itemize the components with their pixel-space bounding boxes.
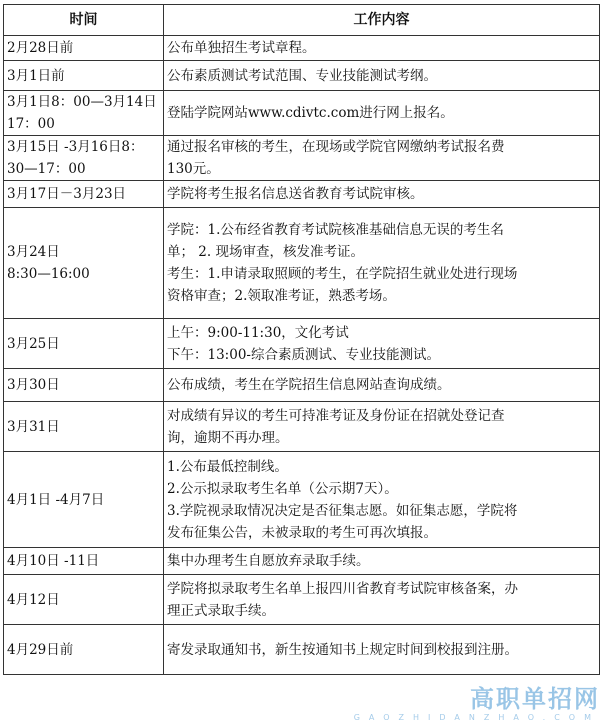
content-line: 资格审查；2.领取准考证，熟悉考场。 xyxy=(167,288,396,304)
content-line: 理正式录取手续。 xyxy=(167,602,275,619)
table-row xyxy=(4,91,600,136)
row-content xyxy=(164,575,600,625)
row-time: 3月17日－3月23日 xyxy=(4,181,164,208)
admission-schedule-table xyxy=(3,4,600,675)
table-row xyxy=(4,369,600,402)
watermark-title: 高职单招网 xyxy=(470,685,600,713)
table-row xyxy=(4,136,600,181)
row-time: 3月31日 xyxy=(4,402,164,452)
table-row xyxy=(4,402,600,452)
row-time: 4月12日 xyxy=(4,575,164,625)
content-line: 询，逾期不再办理。 xyxy=(167,429,289,446)
table-row xyxy=(4,452,600,548)
content-line: 考生：1.申请录取照顾的考生，在学院招生就业处进行现场 xyxy=(167,266,518,282)
content-line: 上午：9:00-11:30，文化考试 xyxy=(167,324,349,341)
row-time: 3月15日 -3月16日8： 30—17：00 xyxy=(4,136,164,181)
content-line: 集中办理考生自愿放弃录取手续。 xyxy=(167,553,370,569)
header-content: 工作内容 xyxy=(164,5,600,36)
content-line: 学院：1.公布经省教育考试院核准基础信息无误的考生名 xyxy=(167,222,504,238)
content-line: 对成绩有异议的考生可持准考证及身份证在招就处登记查 xyxy=(167,407,505,424)
header-time: 时间 xyxy=(4,5,164,36)
row-content xyxy=(164,61,600,91)
content-line: 130元。 xyxy=(167,161,220,177)
row-time: 3月30日 xyxy=(4,369,164,402)
content-line: 登陆学院网站www.cdivtc.com进行网上报名。 xyxy=(167,105,454,121)
row-content xyxy=(164,548,600,575)
row-time: 4月10日 -11日 xyxy=(4,548,164,575)
table-row xyxy=(4,548,600,575)
row-time: 3月25日 xyxy=(4,319,164,369)
table-row xyxy=(4,208,600,319)
content-line: 公布素质测试考试范围、专业技能测试考纲。 xyxy=(167,67,437,84)
row-time: 3月1日8：00—3月14日 17：00 xyxy=(4,91,164,136)
site-watermark xyxy=(354,686,600,724)
table-row xyxy=(4,319,600,369)
row-content xyxy=(164,36,600,61)
table-row xyxy=(4,181,600,208)
row-time: 2月28日前 xyxy=(4,36,164,61)
table-row xyxy=(4,36,600,61)
content-line: 2.公示拟录取考生名单（公示期7天）。 xyxy=(167,480,398,497)
row-content xyxy=(164,91,600,136)
content-line: 公布成绩，考生在学院招生信息网站查询成绩。 xyxy=(167,377,451,393)
row-content xyxy=(164,452,600,548)
table-header-row xyxy=(4,5,600,36)
row-content xyxy=(164,625,600,675)
content-line: 寄发录取通知书，新生按通知书上规定时间到校报到注册。 xyxy=(167,641,518,658)
row-time: 4月29日前 xyxy=(4,625,164,675)
content-line: 通过报名审核的考生，在现场或学院官网缴纳考试报名费 xyxy=(167,139,505,155)
row-content xyxy=(164,136,600,181)
row-content xyxy=(164,319,600,369)
content-line: 单； 2. 现场审查，核发准考证。 xyxy=(167,244,364,260)
table-row xyxy=(4,625,600,675)
row-time: 3月1日前 xyxy=(4,61,164,91)
row-content xyxy=(164,402,600,452)
content-line: 学院将拟录取考生名单上报四川省教育考试院审核备案，办 xyxy=(167,580,518,597)
row-time: 4月1日 -4月7日 xyxy=(4,452,164,548)
row-content xyxy=(164,181,600,208)
content-line: 公布单独招生考试章程。 xyxy=(167,40,316,56)
row-time: 3月24日 8:30—16:00 xyxy=(4,208,164,319)
content-line: 1.公布最低控制线。 xyxy=(167,458,288,475)
table-body xyxy=(4,36,600,675)
content-line: 发布征集公告，未被录取的考生可再次填报。 xyxy=(167,524,437,541)
table-row xyxy=(4,575,600,625)
row-content xyxy=(164,208,600,319)
row-content xyxy=(164,369,600,402)
watermark-subtitle: GAOZHIDANZHAO.COM xyxy=(353,713,600,722)
table-row xyxy=(4,61,600,91)
content-line: 下午：13:00-综合素质测试、专业技能测试。 xyxy=(167,346,440,363)
content-line: 学院将考生报名信息送省教育考试院审核。 xyxy=(167,186,424,202)
content-line: 3.学院视录取情况决定是否征集志愿。如征集志愿，学院将 xyxy=(167,502,518,519)
